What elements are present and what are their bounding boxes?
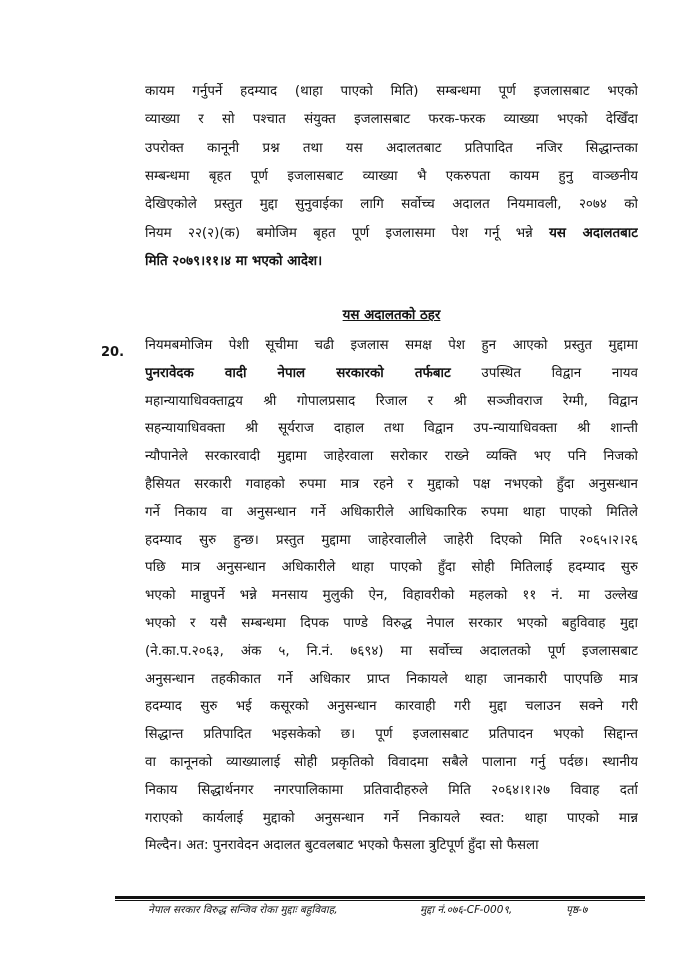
text-run: पछि मात्र अनुसन्धान अधिकारीले थाहा पाएको हुँदा सोही मितिलाई हदम्याद सुरु — [145, 560, 638, 576]
text-run: गर्ने निकाय वा अनुसन्धान गर्ने अधिकारीले आधिकारिक रुपमा थाहा पाएको मितिले — [145, 504, 638, 520]
bold-run: यस अदालतबाट — [549, 225, 638, 241]
text-line — [145, 139, 638, 161]
text-line — [145, 586, 638, 608]
text-run: वा कानूनको व्याख्यालाई सोही प्रकृतिको विवादमा सबैले पालाना गर्नु पर्दछ। स्थानीय — [145, 755, 638, 770]
text-line — [145, 725, 638, 747]
text-line — [145, 252, 638, 274]
text-line — [145, 614, 638, 636]
text-line — [145, 392, 638, 414]
text-line — [145, 364, 638, 386]
text-run: उपस्थित विद्वान नायव — [450, 365, 638, 381]
text-line — [145, 110, 638, 132]
text-run: भएको मान्नुपर्ने भन्ने मनसाय मुलुकी ऐन, विहावरीको महलको ११ नं. मा उल्लेख — [145, 588, 638, 604]
bold-run: पुनरावेदक वादी नेपाल सरकारको तर्फबाट — [145, 365, 451, 381]
text-line — [145, 753, 638, 775]
text-run: अनुसन्धान तहकीकात गर्ने अधिकार प्राप्त निकायले थाहा जानकारी पाएपछि मात्र — [145, 671, 638, 687]
text-run: निकाय सिद्धार्थनगर नगरपालिकामा प्रतिवादीहरुले मिति २०६४।१।२७ विवाह दर्ता — [145, 782, 638, 798]
text-run: न्यौपानेले सरकारवादी मुद्दामा जाहेरवाला सरोकार राख्ने व्यक्ति भए पनि निजको — [145, 449, 638, 465]
bold-run: मिति २०७९।११।४ मा भएको आदेश। — [145, 253, 323, 269]
text-line — [145, 670, 638, 692]
text-line — [145, 697, 638, 719]
text-run: महान्यायाधिवक्ताद्वय श्री गोपालप्रसाद रिजाल र श्री सञ्जीवराज रेग्मी, विद्वान — [145, 393, 638, 409]
text-line — [145, 503, 638, 525]
text-run: हैसियत सरकारी गवाहको रुपमा मात्र रहने र मुद्दाको पक्ष नभएको हुँदा अनुसन्धान — [145, 477, 638, 492]
text-run: देखिएकोले प्रस्तुत मुद्दा सुनुवाईका लागि सर्वोच्च अदालत नियमावली, २०७४ को — [145, 197, 638, 213]
text-run: सम्बन्धमा बृहत पूर्ण इजलासबाट व्याख्या भै एकरुपता कायम हुनु वाञ्छनीय — [145, 168, 638, 184]
text-line — [145, 781, 638, 803]
text-line — [145, 642, 638, 664]
text-run: हदम्याद सुरु भई कसूरको अनुसन्धान कारवाही गरी मुद्दा चलाउन सक्ने गरी — [145, 699, 638, 715]
text-run: नियमबमोजिम पेशी सूचीमा चढी इजलास समक्ष पेश हुन आएको प्रस्तुत मुद्दामा — [145, 338, 638, 353]
footer-rule-thick — [115, 896, 645, 899]
text-line — [145, 336, 638, 358]
text-line — [145, 419, 638, 441]
text-line — [145, 447, 638, 469]
text-run: गराएको कार्यलाई मुद्दाको अनुसन्धान गर्ने निकायले स्वत: थाहा पाएको मान्न — [145, 810, 638, 826]
text-line — [145, 558, 638, 580]
text-run: उपरोक्त कानूनी प्रश्न तथा यस अदालतबाट प्रतिपादित नजिर सिद्धान्तका — [145, 140, 638, 156]
text-line — [145, 809, 638, 831]
text-run: व्याख्या र सो पश्चात संयुक्त इजलासबाट फरक-फरक व्याख्या भएको देखिँदा — [145, 112, 638, 128]
text-run: नियम २२(२)(क) बमोजिम बृहत पूर्ण इजलासमा पेश गर्नू भन्ने — [145, 225, 550, 241]
footer-case-title: नेपाल सरकार विरुद्ध सन्जिव रोका मुद्दाः बहुविवाह, — [148, 904, 338, 916]
text-line — [145, 82, 638, 104]
text-line — [145, 167, 638, 189]
text-line — [145, 475, 638, 497]
paragraph-number: 20. — [101, 345, 125, 360]
text-run: कायम गर्नुपर्ने हदम्याद (थाहा पाएको मिति) सम्बन्धमा पूर्ण इजलासबाट भएको — [145, 84, 638, 99]
text-run: (ने.का.प.२०६३, अंक ५, नि.नं. ७६९४) मा सर्वोच्च अदालतको पूर्ण इजलासबाट — [145, 643, 638, 659]
section-heading: यस अदालतको ठहर — [342, 308, 441, 323]
text-line — [145, 836, 638, 858]
text-run: मिल्दैन। अत: पुनरावेदन अदालत बुटवलबाट भएको फैसला त्रुटिपूर्ण हुँदा सो फैसला — [145, 838, 539, 854]
text-line — [145, 224, 638, 246]
text-run: हदम्याद सुरु हुन्छ। प्रस्तुत मुद्दामा जाहेरवालीले जाहेरी दिएको मिति २०६५।२।२६ — [145, 532, 638, 548]
text-run: सिद्धान्त प्रतिपादित भइसकेको छ। पूर्ण इजलासबाट प्रतिपादन भएको सिद्दान्त — [145, 727, 638, 743]
text-line — [145, 195, 638, 217]
footer-case-number: मुद्दा नं.०७६-CF-000९, — [420, 904, 513, 916]
footer-page-number: पृष्ठ-७ — [566, 904, 588, 916]
text-line — [145, 531, 638, 553]
text-run: भएको र यसै सम्बन्धमा दिपक पाण्डे विरुद्ध नेपाल सरकार भएको बहुविवाह मुद्दा — [145, 616, 638, 631]
footer-rule-thin — [115, 900, 645, 901]
text-run: सहन्यायाधिवक्ता श्री सूर्यराज दाहाल तथा विद्वान उप-न्यायाधिवक्ता श्री शान्ती — [145, 421, 638, 437]
